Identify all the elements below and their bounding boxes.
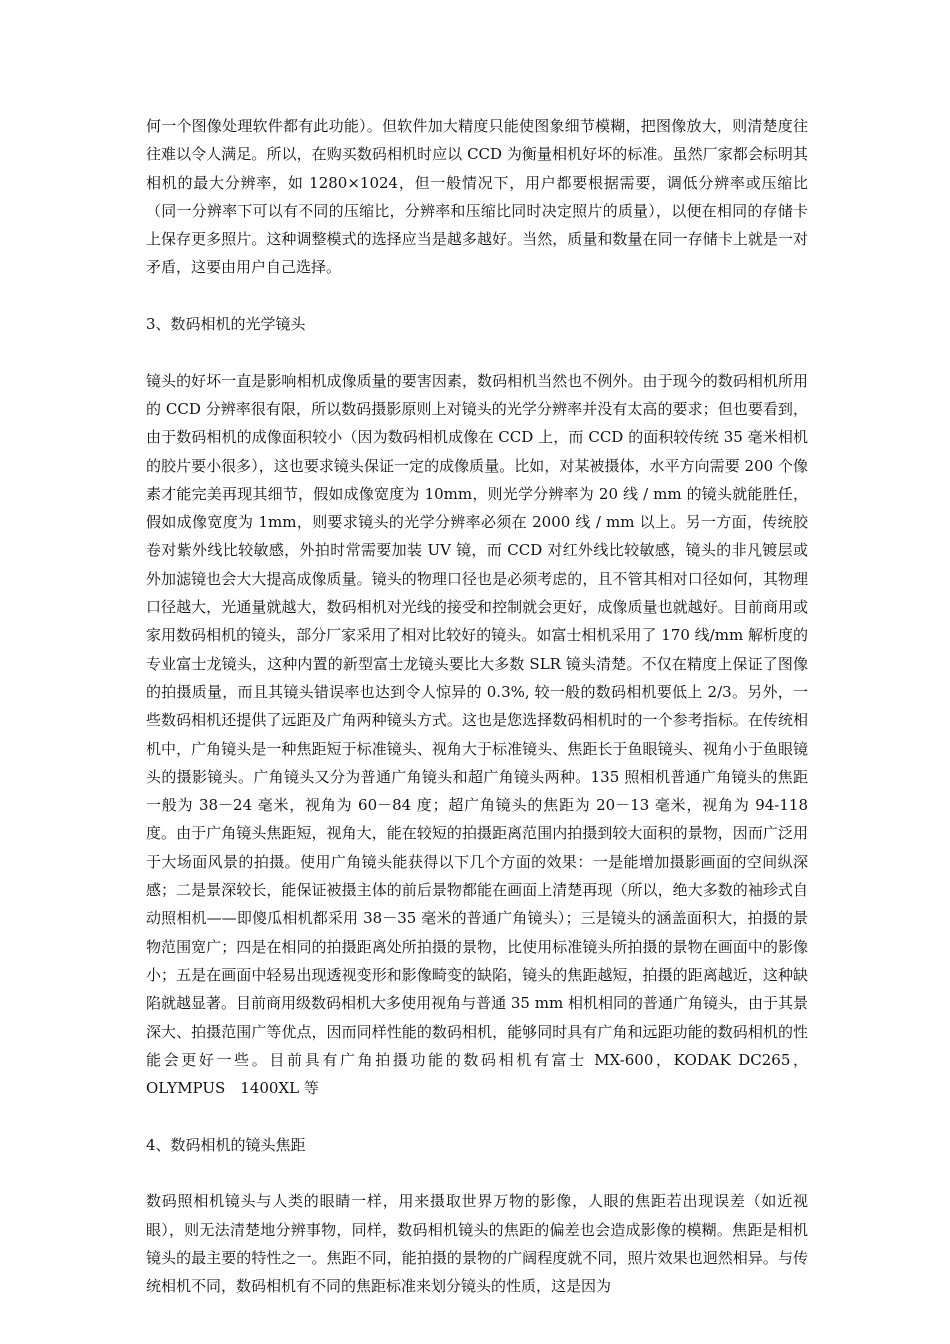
paragraph-spacer	[146, 1159, 808, 1187]
paragraph-optical-lens: 镜头的好坏一直是影响相机成像质量的要害因素，数码相机当然也不例外。由于现今的数码相机所用的 CCD 分辨率很有限，所以数码摄影原则上对镜头的光学分辨率并没有太高的要求；但也要看到，由于数码相机的成像面积较小（因为数码相机成像在 CCD 上，而 CCD 的面积较传统 35 毫米相机的胶片要小很多），这也要求镜头保证一定的成像质量。比如，对某被摄体，水平方向需要 200 个像素才能完美再现其细节，假如成像宽度为 10mm，则光学分辨率为 20 线 / mm 的镜头就能胜任，假如成像宽度为 1mm，则要求镜头的光学分辨率必须在 2000 线 / mm 以上。另一方面，传统胶卷对紫外线比较敏感，外拍时常需要加装 UV 镜，而 CCD 对红外线比较敏感，镜头的非凡镀层或外加滤镜也会大大提高成像质量。镜头的物理口径也是必须考虑的，且不管其相对口径如何，其物理口径越大，光通量就越大，数码相机对光线的接受和控制就会更好，成像质量也就越好。目前商用或家用数码相机的镜头，部分厂家采用了相对比较好的镜头。如富士相机采用了 170 线/mm 解析度的专业富士龙镜头，这种内置的新型富士龙镜头要比大多数 SLR 镜头清楚。不仅在精度上保证了图像的拍摄质量，而且其镜头错误率也达到令人惊异的 0.3%, 较一般的数码相机要低上 2/3。另外，一些数码相机还提供了远距及广角两种镜头方式。这也是您选择数码相机时的一个参考指标。在传统相机中，广角镜头是一种焦距短于标准镜头、视角大于标准镜头、焦距长于鱼眼镜头、视角小于鱼眼镜头的摄影镜头。广角镜头又分为普通广角镜头和超广角镜头两种。135 照相机普通广角镜头的焦距一般为 38－24 毫米，视角为 60－84 度；超广角镜头的焦距为 20－13 毫米，视角为 94-118 度。由于广角镜头焦距短，视角大，能在较短的拍摄距离范围内拍摄到较大面积的景物，因而广泛用于大场面风景的拍摄。使用广角镜头能获得以下几个方面的效果：一是能增加摄影画面的空间纵深感；二是景深较长，能保证被摄主体的前后景物都能在画面上清楚再现（所以，绝大多数的袖珍式自动照相机——即傻瓜相机都采用 38－35 毫米的普通广角镜头）；三是镜头的涵盖面积大，拍摄的景物范围宽广；四是在相同的拍摄距离处所拍摄的景物，比使用标准镜头所拍摄的景物在画面中的影像小；五是在画面中轻易出现透视变形和影像畸变的缺陷，镜头的焦距越短，拍摄的距离越近，这种缺陷就越显著。目前商用级数码相机大多使用视角与普通 35 mm 相机相同的普通广角镜头，由于其景深大、拍摄范围广等优点，因而同样性能的数码相机，能够同时具有广角和远距功能的数码相机的性能会更好一些。目前具有广角拍摄功能的数码相机有富士 MX-600，KODAK DC265，OLYMPUS 1400XL 等	[146, 371, 808, 1098]
paragraph-spacer	[146, 338, 808, 366]
section-heading-focal-length: 4、数码相机的镜头焦距	[146, 1135, 306, 1154]
paragraph-intro: 何一个图像处理软件都有此功能）。但软件加大精度只能使图象细节模糊，把图像放大，则清楚度往往难以令人满足。所以，在购买数码相机时应以 CCD 为衡量相机好坏的标准。虽然厂家都会标明其相机的最大分辨率，如 1280×1024，但一般情况下，用户都要根据需要，调低分辨率或压缩比（同一分辨率下可以有不同的压缩比，分辨率和压缩比同时决定照片的质量），以便在相同的存储卡上保存更多照片。这种调整模式的选择应当是越多越好。当然，质量和数量在同一存储卡上就是一对矛盾，这要由用户自己选择。	[146, 117, 808, 277]
section-heading-optical-lens: 3、数码相机的光学镜头	[146, 315, 306, 334]
paragraph-spacer	[146, 282, 808, 310]
document-page	[146, 112, 808, 1300]
paragraph-spacer	[146, 1102, 808, 1130]
paragraph-focal-length: 数码照相机镜头与人类的眼睛一样，用来摄取世界万物的影像，人眼的焦距若出现误差（如近视眼），则无法清楚地分辨事物，同样，数码相机镜头的焦距的偏差也会造成影像的模糊。焦距是相机镜头的最主要的特性之一。焦距不同，能拍摄的景物的广阔程度就不同，照片效果也迥然相异。与传统相机不同，数码相机有不同的焦距标准来划分镜头的性质，这是因为	[146, 1192, 808, 1296]
